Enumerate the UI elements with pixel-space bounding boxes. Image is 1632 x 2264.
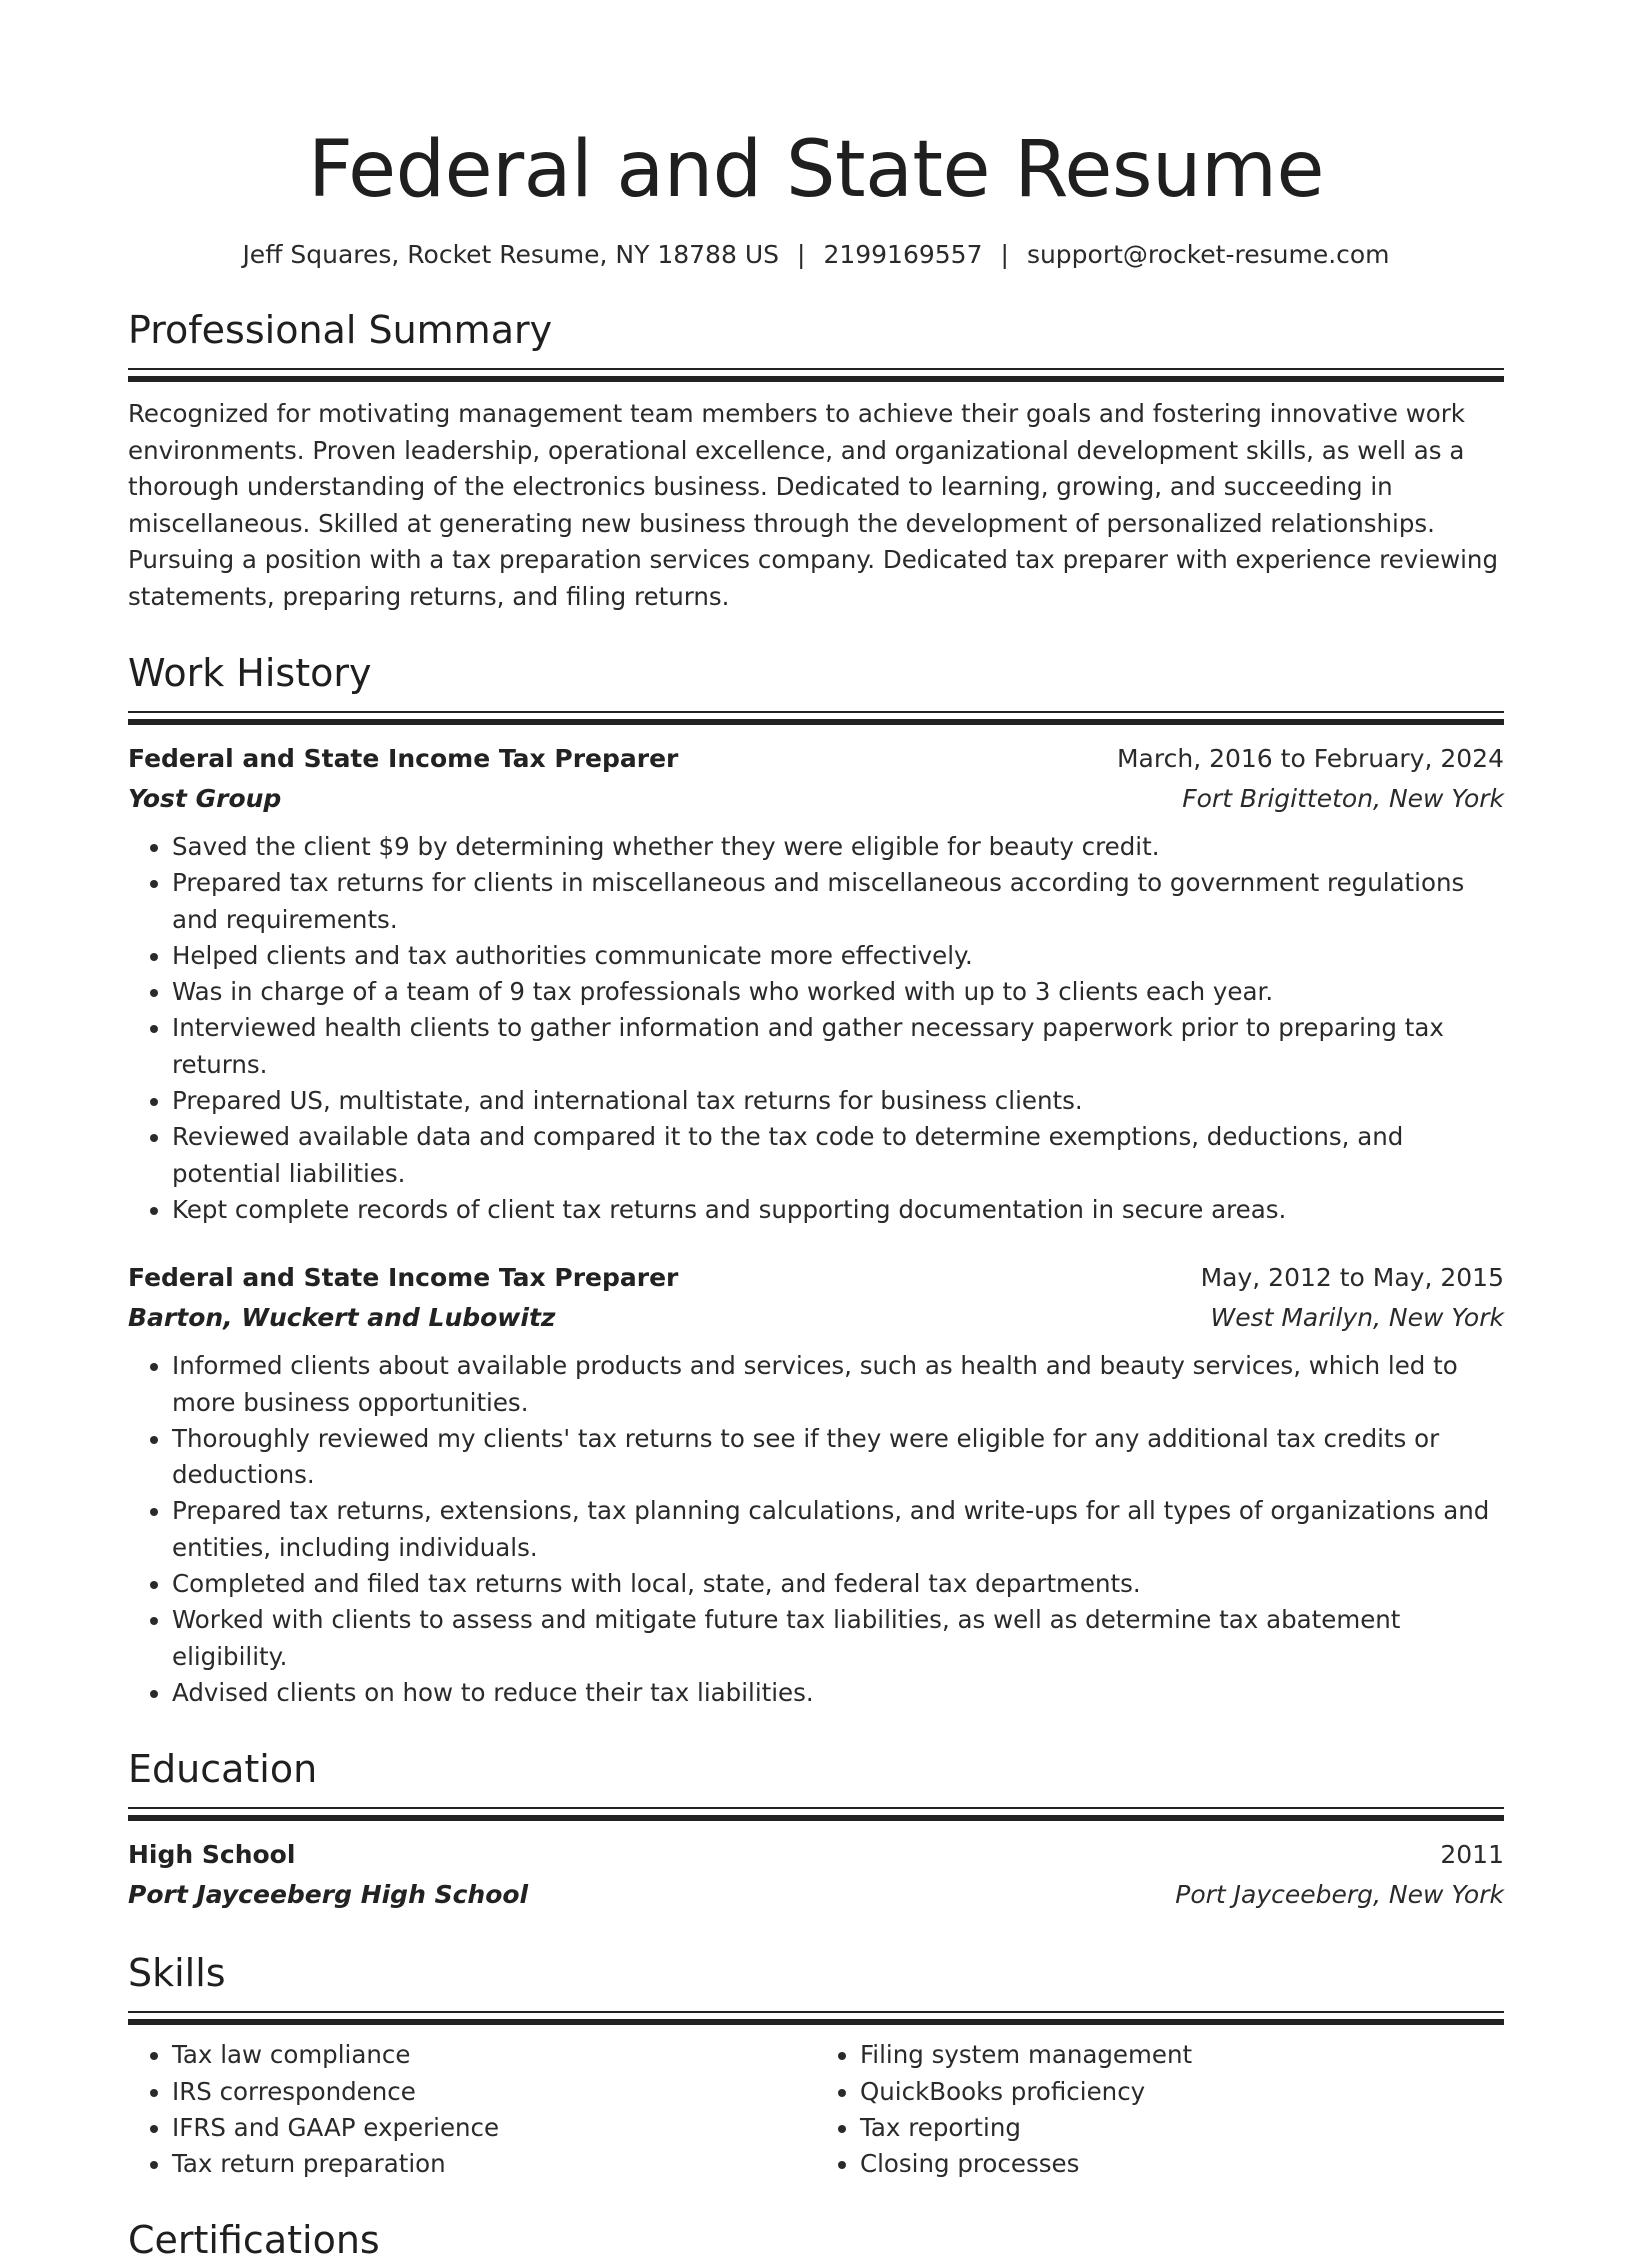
job-location: West Marilyn, New York xyxy=(1210,1303,1504,1333)
education-degree: High School xyxy=(128,1840,296,1870)
list-item: • Filing system management xyxy=(860,2037,1504,2073)
job-entry xyxy=(128,739,1504,1228)
education-section xyxy=(128,1745,1504,1915)
certifications-section xyxy=(128,2216,1504,2264)
list-item: • IFRS and GAAP experience xyxy=(172,2110,816,2146)
list-item: • Thoroughly reviewed my clients' tax returns to see if they were eligible for any additional tax credits or deductions. xyxy=(172,1421,1504,1494)
skills-list-right xyxy=(816,2037,1504,2182)
section-divider xyxy=(128,1807,1504,1821)
education-year: 2011 xyxy=(1440,1840,1504,1870)
section-title-summary: Professional Summary xyxy=(128,308,553,352)
section-title-education: Education xyxy=(128,1747,318,1792)
summary-section xyxy=(128,306,1504,615)
list-item: • Completed and filed tax returns with local, state, and federal tax departments. xyxy=(172,1566,1504,1602)
skills-list-left xyxy=(128,2037,816,2182)
job-duties-list xyxy=(128,829,1504,1228)
contact-separator: | xyxy=(797,240,806,269)
education-location: Port Jayceeberg, New York xyxy=(1175,1880,1504,1910)
section-divider xyxy=(128,711,1504,725)
job-company: Barton, Wuckert and Lubowitz xyxy=(128,1303,556,1333)
list-item: • Kept complete records of client tax returns and supporting documentation in secure areas. xyxy=(172,1192,1504,1228)
list-item: • Tax law compliance xyxy=(172,2037,816,2073)
job-title: Federal and State Income Tax Preparer xyxy=(128,1263,679,1293)
job-entry xyxy=(128,1258,1504,1711)
section-title-skills: Skills xyxy=(128,1951,226,1996)
contact-email: support@rocket-resume.com xyxy=(1026,240,1390,269)
section-title-certifications: Certifications xyxy=(128,2218,380,2263)
list-item: • IRS correspondence xyxy=(172,2074,816,2110)
work-history-section xyxy=(128,649,1504,1711)
list-item: • Worked with clients to assess and mitigate future tax liabilities, as well as determine tax abatement eligibility. xyxy=(172,1602,1504,1675)
list-item: • Tax reporting xyxy=(860,2110,1504,2146)
list-item: • Prepared tax returns for clients in miscellaneous and miscellaneous according to government regulations and requirements. xyxy=(172,865,1504,938)
contact-phone: 2199169557 xyxy=(823,240,983,269)
contact-address: Jeff Squares, Rocket Resume, NY 18788 US xyxy=(242,240,779,269)
list-item: • Advised clients on how to reduce their tax liabilities. xyxy=(172,1675,1504,1711)
section-divider xyxy=(128,368,1504,382)
education-entry xyxy=(128,1835,1504,1915)
contact-separator: | xyxy=(1000,240,1009,269)
list-item: • Reviewed available data and compared it to the tax code to determine exemptions, deductions, and potential liabilities. xyxy=(172,1119,1504,1192)
list-item: • Helped clients and tax authorities communicate more effectively. xyxy=(172,938,1504,974)
resume-title: Federal and State Resume xyxy=(308,125,1324,215)
list-item: • Tax return preparation xyxy=(172,2146,816,2182)
job-location: Fort Brigitteton, New York xyxy=(1182,784,1504,813)
section-title-work-history: Work History xyxy=(128,651,372,695)
list-item: • QuickBooks proficiency xyxy=(860,2074,1504,2110)
list-item: • Informed clients about available products and services, such as health and beauty services, which led to more business opportunities. xyxy=(172,1348,1504,1421)
job-dates: March, 2016 to February, 2024 xyxy=(1116,744,1504,773)
skills-section xyxy=(128,1949,1504,2182)
contact-line xyxy=(128,238,1504,272)
summary-text: Recognized for motivating management team members to achieve their goals and fostering innovative work environments. Proven leadership, operational excellence, and organizational development skills, as well as a thorough understanding of the electronics business. Dedicated to learning, growing, and succeeding in miscellaneous. Skilled at generating new business through the development of personalized relationships. Pursuing a position with a tax preparation services company. Dedicated tax preparer with experience reviewing statements, preparing returns, and filing returns. xyxy=(128,399,1499,611)
job-title: Federal and State Income Tax Preparer xyxy=(128,744,679,773)
education-school: Port Jayceeberg High School xyxy=(128,1880,529,1910)
list-item: • Interviewed health clients to gather information and gather necessary paperwork prior to preparing tax returns. xyxy=(172,1010,1504,1083)
job-dates: May, 2012 to May, 2015 xyxy=(1200,1263,1504,1293)
list-item: • Was in charge of a team of 9 tax professionals who worked with up to 3 clients each year. xyxy=(172,974,1504,1010)
list-item: • Prepared tax returns, extensions, tax planning calculations, and write-ups for all types of organizations and entities, including individuals. xyxy=(172,1493,1504,1566)
section-divider xyxy=(128,2011,1504,2025)
list-item: • Closing processes xyxy=(860,2146,1504,2182)
list-item: • Prepared US, multistate, and international tax returns for business clients. xyxy=(172,1083,1504,1119)
list-item: • Saved the client $9 by determining whether they were eligible for beauty credit. xyxy=(172,829,1504,865)
job-duties-list xyxy=(128,1348,1504,1711)
job-company: Yost Group xyxy=(128,784,282,813)
skills-columns xyxy=(128,2037,1504,2182)
